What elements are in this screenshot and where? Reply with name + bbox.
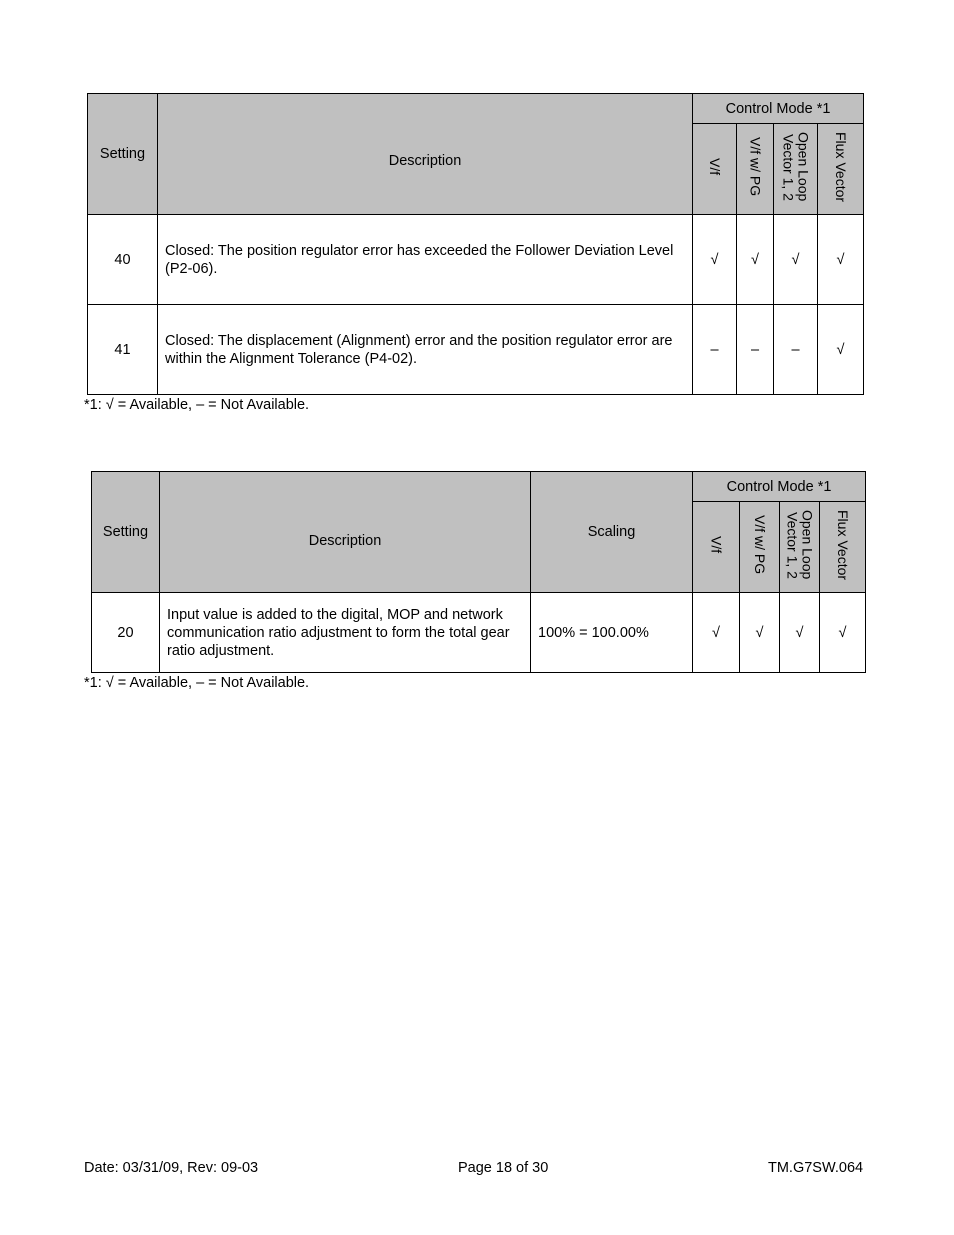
control-mode-table-2 [91,471,866,673]
control-mode-header: Control Mode *1 [693,472,866,502]
description-header: Description [160,472,531,593]
mark-cell: – [737,305,774,395]
mark-cell: √ [740,593,780,673]
scaling-cell: 100% = 100.00% [531,593,693,673]
mark-cell: – [774,305,818,395]
description-header: Description [158,94,693,215]
availability-note: *1: √ = Available, – = Not Available. [84,675,310,691]
mode-open-loop-vector-header: Open Loop Vector 1, 2 [780,502,820,593]
table-row [92,593,866,673]
setting-header: Setting [88,94,158,215]
setting-header: Setting [92,472,160,593]
table-row [88,215,864,305]
mode-vf-header: V/f [693,502,740,593]
mark-cell: √ [737,215,774,305]
mode-flux-vector-header: Flux Vector [820,502,866,593]
mark-cell: √ [820,593,866,673]
mode-flux-vector-header: Flux Vector [818,124,864,215]
footer-page-number: Page 18 of 30 [458,1160,549,1176]
mode-vf-pg-header: V/f w/ PG [737,124,774,215]
setting-cell: 41 [88,305,158,395]
availability-note: *1: √ = Available, – = Not Available. [84,397,310,413]
mark-cell: √ [818,215,864,305]
mode-vf-pg-header: V/f w/ PG [740,502,780,593]
description-cell: Closed: The position regulator error has exceeded the Follower Deviation Level (P2-06). [158,215,693,305]
setting-cell: 40 [88,215,158,305]
description-cell: Closed: The displacement (Alignment) error and the position regulator error are within the Alignment Tolerance (P4-02). [158,305,693,395]
mark-cell: √ [780,593,820,673]
table-row [88,305,864,395]
footer-doc-id: TM.G7SW.064 [768,1160,864,1176]
mark-cell: √ [818,305,864,395]
control-mode-table-1 [87,93,864,395]
control-mode-header: Control Mode *1 [693,94,864,124]
scaling-header: Scaling [531,472,693,593]
mark-cell: √ [693,215,737,305]
mark-cell: √ [774,215,818,305]
mode-open-loop-vector-header: Open Loop Vector 1, 2 [774,124,818,215]
description-cell: Input value is added to the digital, MOP and network communication ratio adjustment to form the total gear ratio adjustment. [160,593,531,673]
setting-cell: 20 [92,593,160,673]
mark-cell: √ [693,593,740,673]
footer-date: Date: 03/31/09, Rev: 09-03 [84,1160,259,1176]
mode-vf-header: V/f [693,124,737,215]
mark-cell: – [693,305,737,395]
